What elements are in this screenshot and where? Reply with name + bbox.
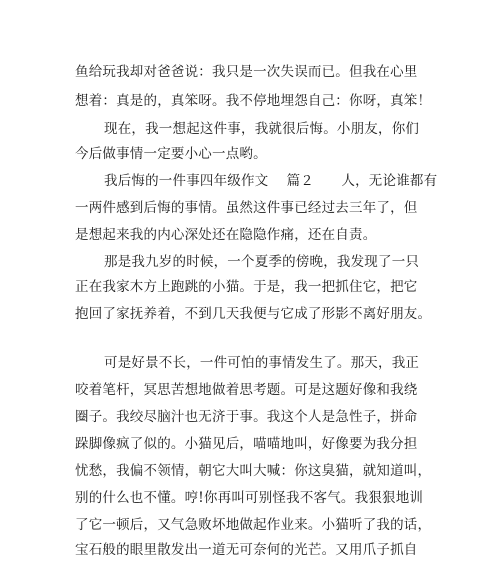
text-line: 了它一顿后，又气急败坏地做起作业来。小猫听了我的话，	[75, 517, 432, 533]
text-line: 忧愁，我偏不领情，朝它大叫大喊：你这臭猫，就知道叫，	[75, 463, 432, 479]
text-line: 别的什么也不懂。哼!你再叫可别怪我不客气。我狠狠地训	[75, 490, 424, 506]
text-line: 抱回了家抚养着，不到几天我便与它成了形影不离好朋友。	[75, 306, 432, 322]
text-line: 那是我九岁的时候，一个夏季的傍晚，我发现了一只	[104, 254, 420, 270]
text-line: 想着：真是的，真笨呀。我不停地埋怨自己：你呀，真笨！	[75, 93, 432, 109]
text-line: 跺脚像疯了似的。小猫见后，喵喵地叫，好像要为我分担	[75, 436, 418, 452]
text-line: 一两件感到后悔的事情。虽然这件事已经过去三年了，但	[75, 200, 418, 216]
text-line: 是想起来我的内心深处还在隐隐作痛，还在自责。	[75, 227, 377, 243]
text-line: 宝石般的眼里散发出一道无可奈何的光芒。又用爪子抓自	[75, 542, 418, 558]
text-line: 正在我家木方上跑跳的小猫。于是，我一把抓住它，把它	[75, 279, 418, 295]
text-line: 鱼给玩我却对爸爸说：我只是一次失误而已。但我在心里	[75, 64, 418, 80]
text-line: 圈子。我绞尽脑汁也无济于事。我这个人是急性子，拼命	[75, 409, 418, 425]
text-line: 现在，我一想起这件事，我就很后悔。小朋友，你们	[104, 121, 420, 137]
text-line: 咬着笔杆，冥思苦想地做着思考题。可是这题好像和我绕	[75, 382, 418, 398]
text-line: 我后悔的一件事四年级作文 篇２ 人，无论谁都有	[104, 173, 438, 189]
text-line: 今后做事情一定要小心一点哟。	[75, 146, 267, 162]
text-line: 可是好景不长，一件可怕的事情发生了。那天，我正	[104, 355, 420, 371]
